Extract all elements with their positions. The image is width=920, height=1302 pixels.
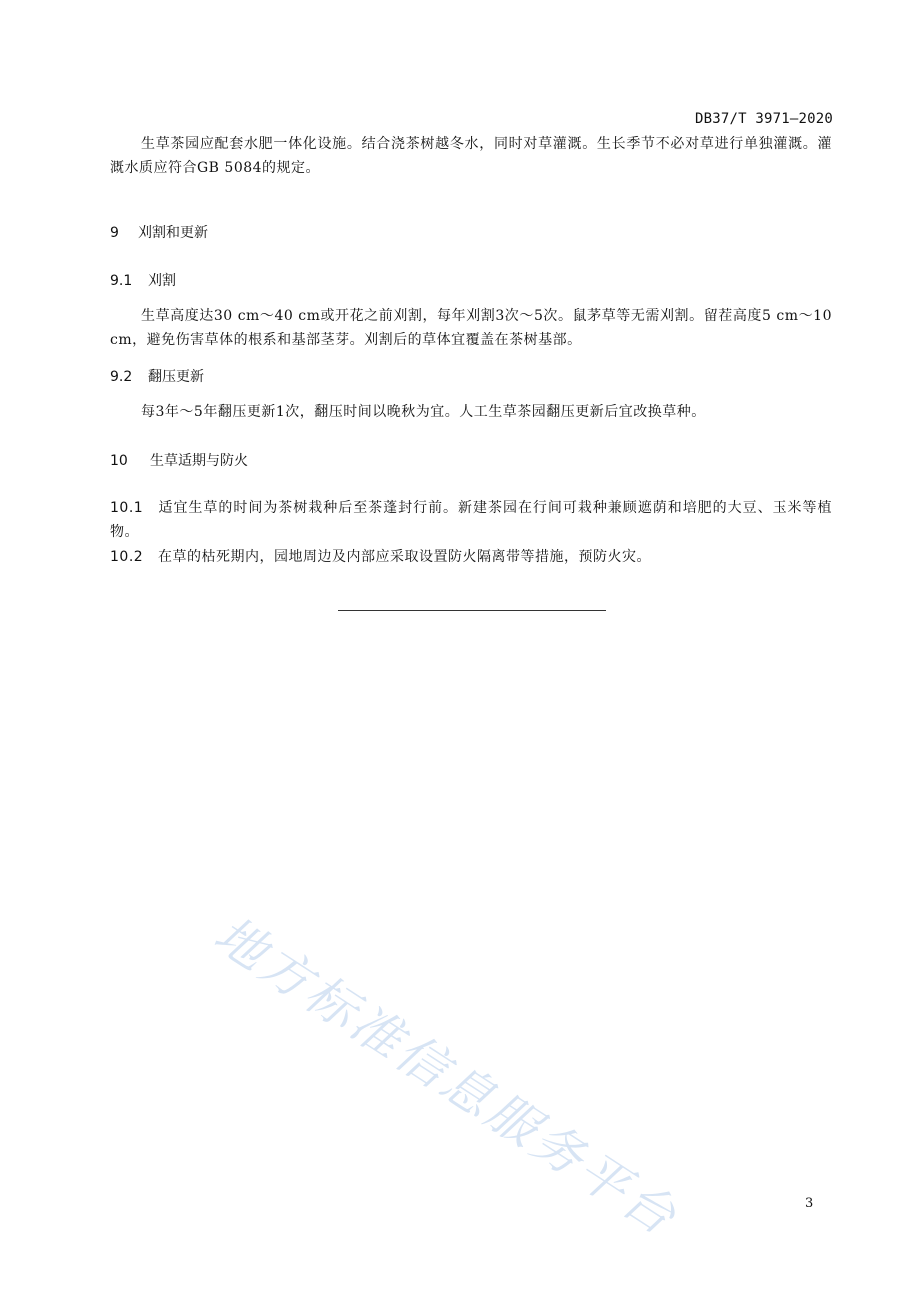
renewal-paragraph: 每3年～5年翻压更新1次，翻压时间以晚秋为宜。人工生草茶园翻压更新后宜改换草种。 <box>141 404 706 420</box>
end-of-text-rule <box>338 610 606 611</box>
irrigation-paragraph: 生草茶园应配套水肥一体化设施。结合浇茶树越冬水，同时对草灌溉。生长季节不必对草进行单独灌溉。灌溉水质应符合GB 5084的规定。 <box>110 136 832 176</box>
clause-10-2 <box>110 545 832 569</box>
page-number: 3 <box>805 1196 814 1211</box>
section-9-1-number: 9.1 <box>110 273 133 289</box>
clause-10-2-text: 在草的枯死期内，园地周边及内部应采取设置防火隔离带等措施，预防火灾。 <box>158 549 651 565</box>
mowing-paragraph: 生草高度达30 cm～40 cm或开花之前刈割，每年刈割3次～5次。鼠茅草等无需刈割。留茬高度5 cm～10 cm，避免伤害草体的根系和基部茎芽。刈割后的草体宜覆盖在茶树基部。 <box>110 308 832 348</box>
section-9-1-heading <box>110 271 176 291</box>
watermark: 地方标准信息服务平台 <box>204 905 689 1248</box>
section-9-number: 9 <box>110 225 119 241</box>
section-9-title: 刈割和更新 <box>138 225 208 241</box>
section-9-2-title: 翻压更新 <box>148 369 204 385</box>
section-10-heading <box>110 451 248 471</box>
section-9-1-title: 刈割 <box>148 273 176 289</box>
section-9-2-heading <box>110 367 204 387</box>
clause-10-2-number: 10.2 <box>110 549 144 565</box>
clause-10-1 <box>110 496 832 544</box>
standard-code: DB37/T 3971—2020 <box>694 111 833 127</box>
section-10-number: 10 <box>110 453 128 469</box>
clause-10-1-text: 适宜生草的时间为茶树栽种后至茶蓬封行前。新建茶园在行间可栽种兼顾遮荫和培肥的大豆、玉米等植物。 <box>110 500 832 540</box>
section-10-title: 生草适期与防火 <box>150 453 248 469</box>
section-9-heading <box>110 223 208 243</box>
clause-10-1-number: 10.1 <box>110 500 144 516</box>
section-9-2-number: 9.2 <box>110 369 133 385</box>
